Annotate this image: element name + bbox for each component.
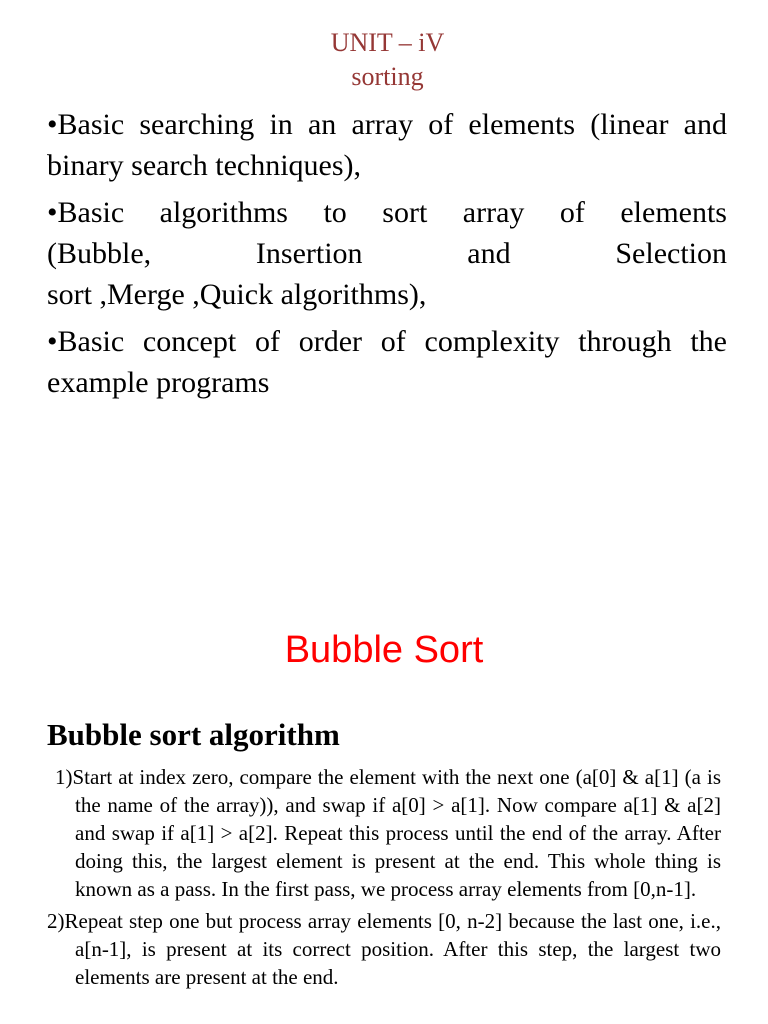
unit-title: UNIT – iV bbox=[330, 28, 445, 57]
algorithm-heading: Bubble sort algorithm bbox=[47, 717, 340, 752]
algorithm-steps bbox=[47, 763, 721, 995]
topic-text: Basic concept of order of complexity through the example programs bbox=[47, 325, 727, 399]
topic-item-searching bbox=[47, 104, 727, 186]
topic-line: (Bubble, Insertion and Selection bbox=[47, 237, 727, 270]
bullet-icon bbox=[47, 196, 58, 229]
topic-line bbox=[47, 192, 727, 233]
slide-bubble-sort bbox=[0, 512, 768, 1024]
topic-item-complexity bbox=[47, 321, 727, 403]
topic-list bbox=[47, 104, 727, 403]
algorithm-step: 2)Repeat step one but process array elements [0, n-2] because the last one, i.e., a[n-1], is present at its correct position. After this step, the largest two elements are present at the end. bbox=[47, 909, 721, 989]
topic-line: sort ,Merge ,Quick algorithms), bbox=[47, 278, 427, 311]
unit-subtitle: sorting bbox=[351, 62, 424, 91]
topic-text: Basic searching in an array of elements (linear and binary search techniques), bbox=[47, 108, 727, 182]
bullet-icon bbox=[47, 325, 58, 358]
topic-text: Basic algorithms to sort array of elements bbox=[57, 196, 727, 229]
algorithm-step: 1)Start at index zero, compare the element with the next one (a[0] & a[1] (a is the name of the array)), and swap if a[0] > a[1]. Now compare a[1] & a[2] and swap if a[1] > a[2]. Repeat this process until the end of the array. After doing this, the largest element is present at the end. This whole thing is known as a pass. In the first pass, we process array elements from [0,n-1]. bbox=[55, 765, 721, 901]
slide-title: Bubble Sort bbox=[284, 629, 484, 671]
topic-item-sorting bbox=[47, 192, 727, 315]
bullet-icon bbox=[47, 108, 58, 141]
